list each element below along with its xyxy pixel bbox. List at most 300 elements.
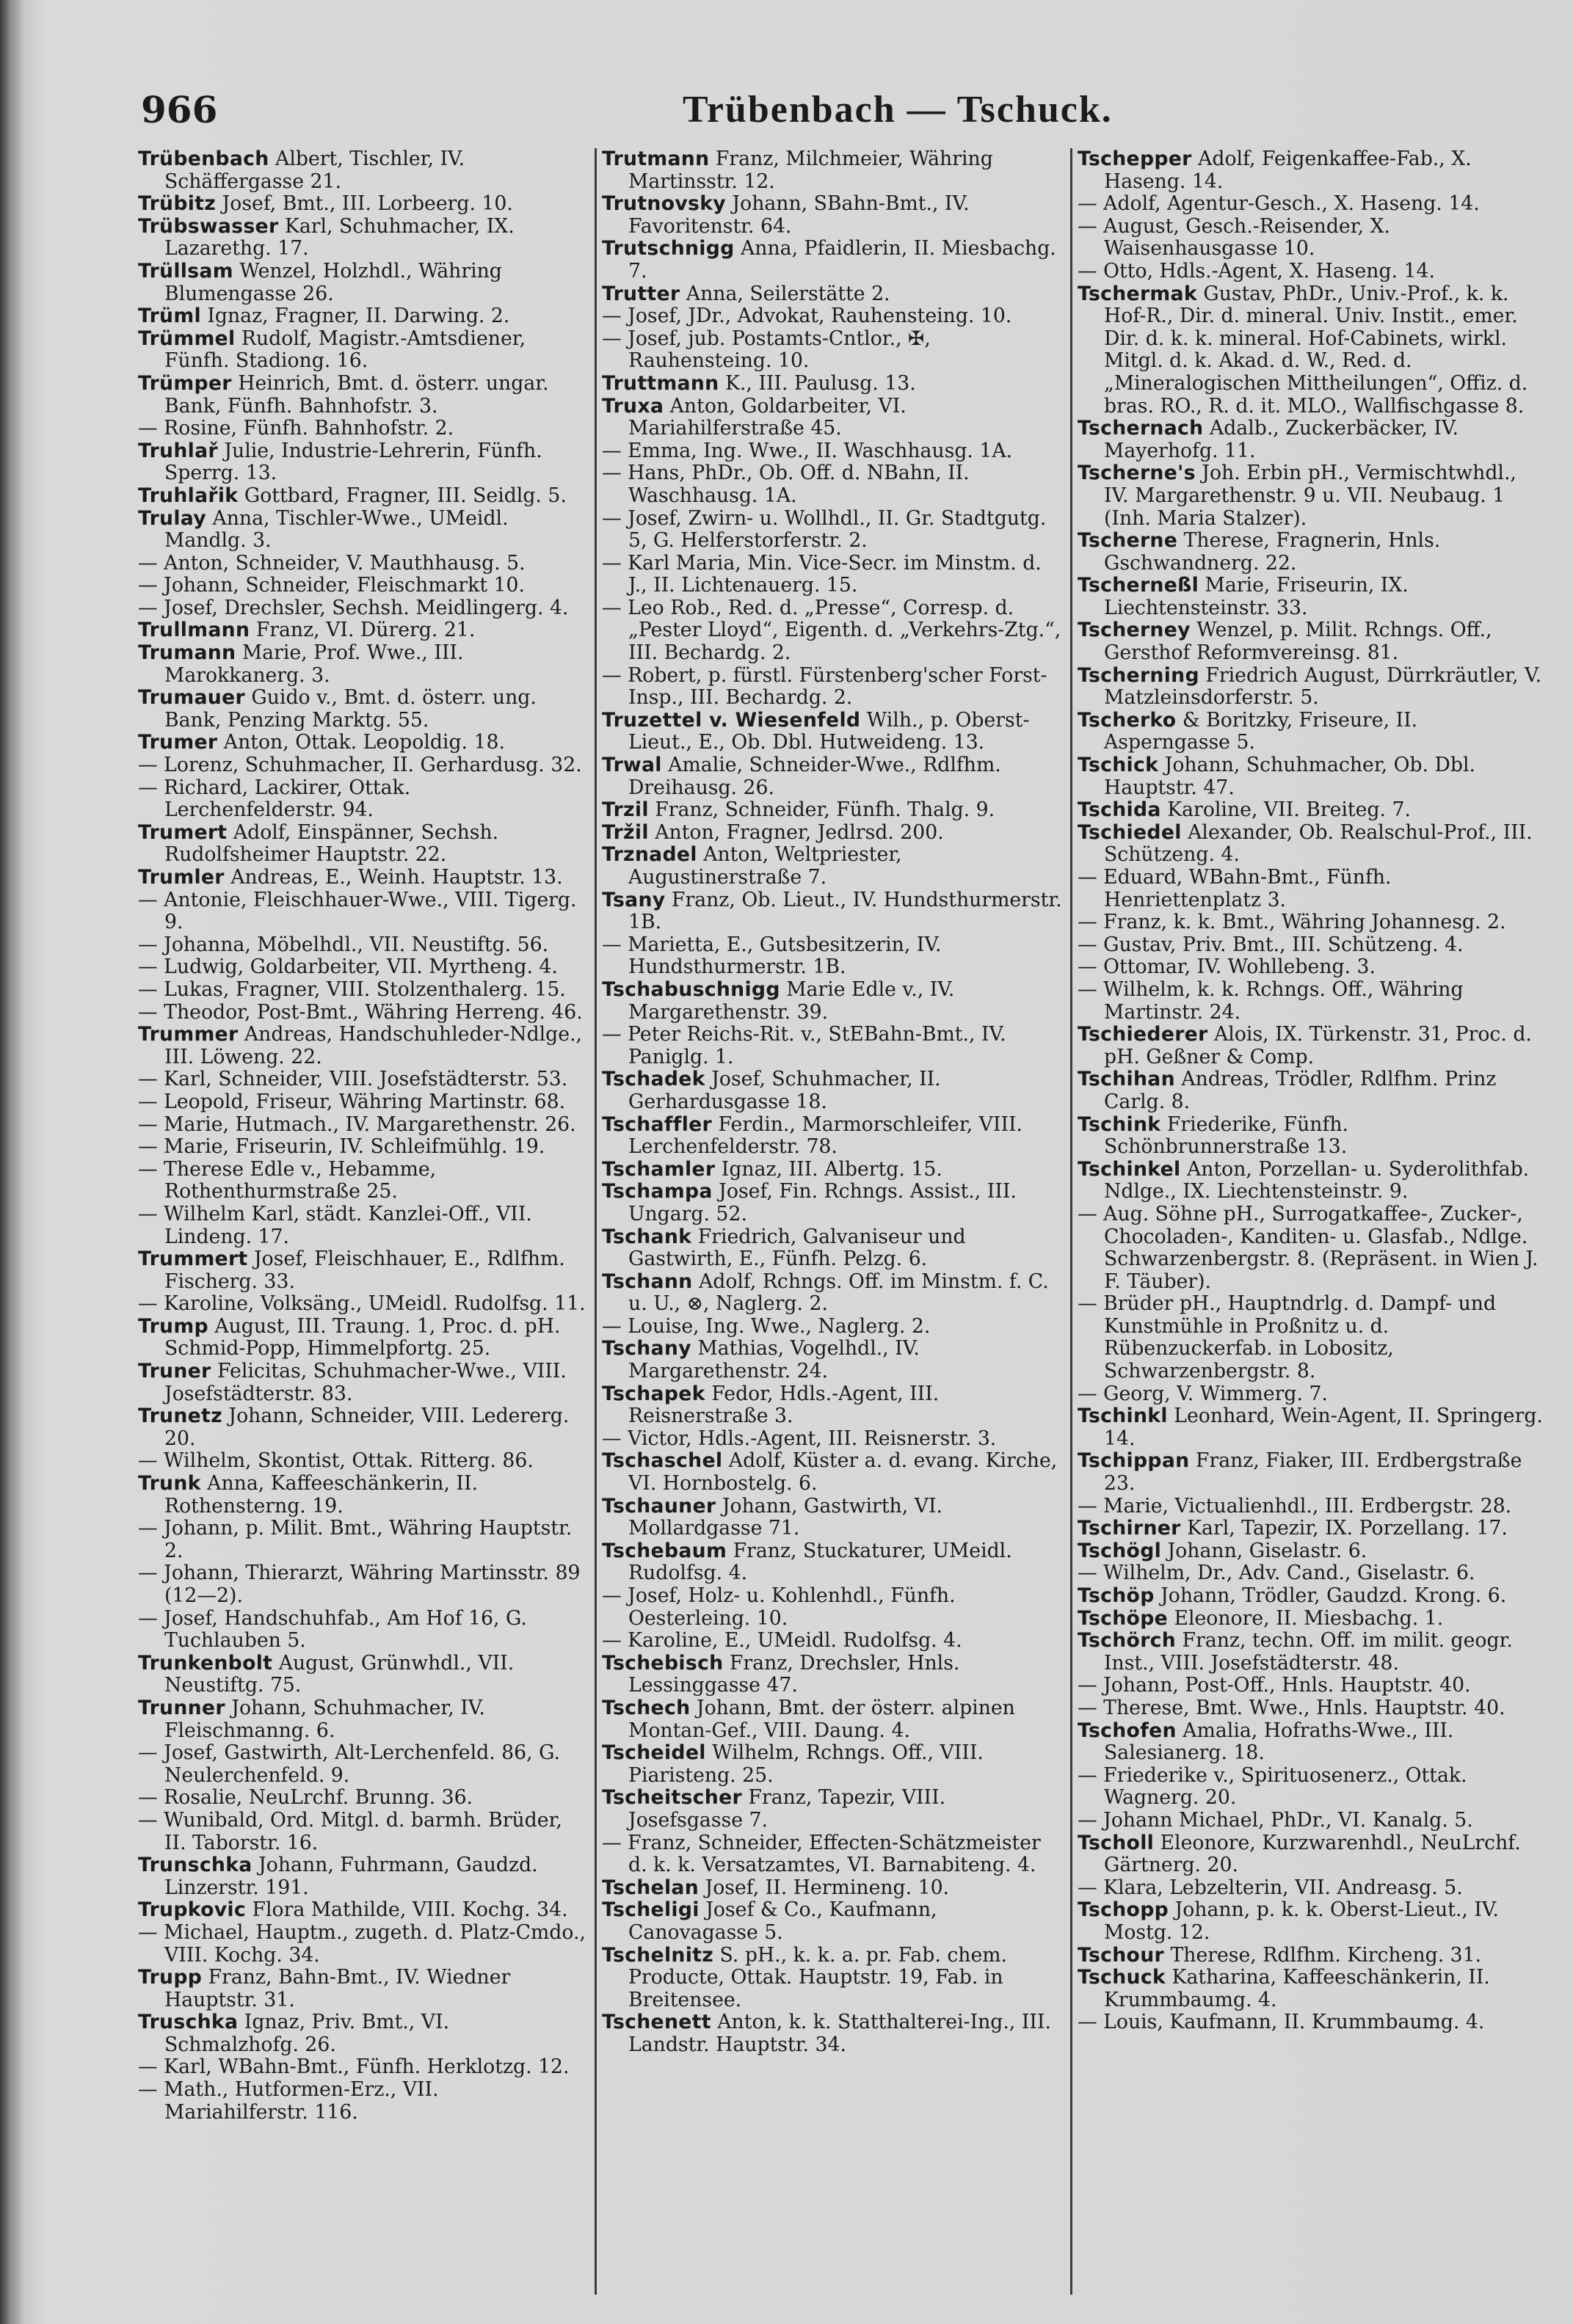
- entry-surname: Trüllsam: [138, 259, 233, 283]
- entry-details: — Karoline, Volksäng., UMeidl. Rudolfsg. 11.: [138, 1292, 586, 1316]
- entry-surname: Truxa: [602, 394, 664, 418]
- entry-details: — August, Gesch.-Reisender, X. Waisenhausgasse 10.: [1078, 214, 1390, 261]
- directory-entry: [602, 1316, 1064, 1338]
- entry-details: — Math., Hutformen-Erz., VII. Mariahilferstr. 116.: [138, 2078, 439, 2124]
- directory-entry: [138, 1899, 587, 1922]
- directory-entry: [1078, 530, 1544, 575]
- entry-details: — Marietta, E., Gutsbesitzerin, IV. Hundsthurmerstr. 1B.: [602, 933, 942, 979]
- entry-surname: Tschida: [1078, 798, 1161, 822]
- entry-details: Joh. Erbin pH., Vermischtwhdl., IV. Margarethenstr. 9 u. VII. Neubaug. 1 (Inh. Maria Stalzer).: [1104, 462, 1516, 530]
- directory-entry: [138, 934, 587, 957]
- directory-entry: [1078, 1630, 1544, 1675]
- directory-entry: [1078, 1765, 1544, 1810]
- directory-entry: [138, 1653, 587, 1697]
- entry-surname: Trübswasser: [138, 214, 279, 238]
- entry-details: Eleonore, Kurzwarenhdl., NeuLrchf. Gärtnerg. 20.: [1104, 1831, 1521, 1877]
- directory-entry: [602, 1181, 1064, 1225]
- entry-details: — Rosalie, NeuLrchf. Brunng. 36.: [138, 1786, 473, 1810]
- entry-surname: Truhlař: [138, 439, 218, 462]
- directory-entry: [1078, 1518, 1544, 1540]
- entry-surname: Truttmann: [602, 371, 719, 395]
- entry-surname: Tschebaum: [602, 1539, 727, 1562]
- entry-surname: Trümmel: [138, 327, 236, 350]
- entry-surname: Tschinkel: [1078, 1157, 1181, 1181]
- entry-details: Leonhard, Wein-Agent, II. Springerg. 14.: [1104, 1405, 1543, 1450]
- directory-entry: [138, 1114, 587, 1137]
- entry-surname: Tschink: [1078, 1112, 1161, 1136]
- directory-entry: [602, 1159, 1064, 1181]
- directory-entry: [602, 799, 1064, 822]
- entry-details: Anna, Seilerstätte 2.: [680, 282, 890, 305]
- directory-entry: [138, 553, 587, 575]
- entry-surname: Tschiederer: [1078, 1023, 1208, 1046]
- entry-surname: Truner: [138, 1360, 211, 1383]
- directory-entry: [602, 193, 1064, 238]
- directory-entry: [138, 777, 587, 822]
- entry-details: Josef, Fin. Rchngs. Assist., III. Ungarg. 52.: [628, 1180, 1017, 1225]
- directory-entry: [602, 1383, 1064, 1428]
- directory-entry: [602, 822, 1064, 845]
- directory-entry: [138, 1293, 587, 1316]
- directory-entry: [1078, 283, 1544, 418]
- entry-details: Anton, Weltpriester, Augustinerstraße 7.: [628, 843, 902, 889]
- directory-entry: [1078, 1810, 1544, 1832]
- directory-entry: [138, 867, 587, 889]
- directory-entry: [138, 193, 587, 216]
- entry-surname: Tschermak: [1078, 282, 1197, 305]
- directory-entry: [1078, 619, 1544, 664]
- directory-entry: [602, 597, 1064, 665]
- entry-details: — Therese, Bmt. Wwe., Hnls. Hauptstr. 40.: [1078, 1696, 1505, 1719]
- directory-entry: [138, 979, 587, 1002]
- entry-details: Ignaz, Priv. Bmt., VI. Schmalzhofg. 26.: [164, 2011, 450, 2056]
- directory-entry: [1078, 261, 1544, 283]
- directory-entry: [602, 1271, 1064, 1316]
- directory-entry: [138, 216, 587, 261]
- entry-details: Johann, Fuhrmann, Gaudzd. Linzerstr. 191.: [164, 1854, 538, 1899]
- entry-surname: Tschöp: [1078, 1584, 1155, 1607]
- entry-surname: Tschihan: [1078, 1068, 1175, 1091]
- directory-entry: [138, 373, 587, 418]
- entry-details: Anna, Tischler-Wwe., UMeidl. Mandlg. 3.: [164, 506, 509, 553]
- directory-entry: [602, 979, 1064, 1024]
- entry-details: Andreas, Trödler, Rdlfhm. Prinz Carlg. 8.: [1104, 1068, 1497, 1113]
- directory-entry: [138, 508, 587, 553]
- entry-details: — Leo Rob., Red. d. „Presse“, Corresp. d. „Pester Lloyd“, Eigenth. d. „Verkehrs-Ztg.“, III. Bechardg. 2.: [602, 596, 1061, 665]
- entry-details: Katharina, Kaffeeschänkerin, II. Krummbaumg. 4.: [1104, 1966, 1490, 2011]
- directory-entry: [138, 1787, 587, 1810]
- entry-details: Marie Edle v., IV. Margarethenstr. 39.: [628, 977, 955, 1024]
- directory-entry: [1078, 911, 1544, 934]
- entry-details: Gottbard, Fragner, III. Seidlg. 5.: [238, 484, 567, 507]
- entry-details: — Friederike v., Spirituosenerz., Ottak. Wagnerg. 20.: [1078, 1763, 1467, 1810]
- directory-entry: [602, 328, 1064, 373]
- directory-entry: [602, 373, 1064, 396]
- entry-details: — Johann, Post-Off., Hnls. Hauptstr. 40.: [1078, 1674, 1471, 1697]
- directory-entry: [602, 1540, 1064, 1585]
- entry-details: Anton, Fragner, Jedlrsd. 200.: [648, 820, 944, 844]
- entry-surname: Tscherney: [1078, 619, 1191, 642]
- entry-surname: Tschapek: [602, 1382, 705, 1405]
- entry-details: Julie, Industrie-Lehrerin, Fünfh. Sperrg. 13.: [164, 439, 542, 485]
- entry-surname: Trunetz: [138, 1405, 222, 1428]
- entry-details: — Georg, V. Wimmerg. 7.: [1078, 1382, 1328, 1405]
- entry-details: — Wunibald, Ord. Mitgl. d. barmh. Brüder, II. Taborstr. 16.: [138, 1808, 562, 1854]
- directory-entry: [1078, 1114, 1544, 1159]
- entry-details: Friedrich August, Dürrkräutler, V. Matzleinsdorferstr. 5.: [1104, 663, 1542, 710]
- directory-entry: [1078, 799, 1544, 822]
- directory-entry: [1078, 1832, 1544, 1877]
- entry-details: August, Grünwhdl., VII. Neustiftg. 75.: [164, 1651, 515, 1697]
- directory-entry: [138, 1159, 587, 1203]
- directory-entry: [138, 1854, 587, 1899]
- directory-entry: [1078, 1945, 1544, 1967]
- page-header: [139, 88, 1544, 139]
- directory-entry: [1078, 1877, 1544, 1900]
- entry-surname: Tscherko: [1078, 708, 1177, 732]
- entry-details: Franz, Drechsler, Hnls. Lessinggasse 47.: [628, 1651, 960, 1697]
- directory-entry: [602, 553, 1064, 597]
- entry-details: Alexander, Ob. Realschul-Prof., III. Schützeng. 4.: [1104, 820, 1533, 867]
- entry-surname: Trwal: [602, 754, 662, 777]
- entry-details: Heinrich, Bmt. d. österr. ungar. Bank, Fünfh. Bahnhofstr. 3.: [164, 371, 549, 418]
- entry-details: Franz, Milchmeier, Währing Martinsstr. 12.: [628, 148, 993, 193]
- directory-entry: [1078, 1450, 1544, 1495]
- entry-details: Adalb., Zuckerbäcker, IV. Mayerhofg. 11.: [1104, 417, 1458, 462]
- entry-details: — Johann, Schneider, Fleischmarkt 10.: [138, 574, 525, 597]
- directory-entry: [1078, 665, 1544, 710]
- directory-entry: [602, 1630, 1064, 1653]
- entry-surname: Trübenbach: [138, 148, 269, 170]
- entry-surname: Tschenett: [602, 2011, 711, 2034]
- entry-details: Josef, II. Hermineng. 10.: [699, 1876, 950, 1899]
- directory-entry: [138, 956, 587, 979]
- entry-details: Fedor, Hdls.-Agent, III. Reisnerstraße 3.: [628, 1382, 940, 1428]
- directory-entry: [138, 1518, 587, 1562]
- entry-surname: Truhlařik: [138, 484, 239, 507]
- directory-entry: [1078, 822, 1544, 867]
- column-divider: [595, 148, 597, 2295]
- entry-details: Ignaz, Fragner, II. Darwing. 2.: [200, 305, 510, 328]
- directory-entry: [602, 1877, 1064, 1900]
- entry-surname: Trunschka: [138, 1854, 253, 1877]
- directory-entry: [138, 305, 587, 328]
- entry-details: — Johann, p. Milit. Bmt., Währing Hauptstr. 2.: [138, 1517, 573, 1562]
- entry-details: — Josef, Zwirn- u. Wollhdl., II. Gr. Stadtgutg. 5, G. Helferstorferstr. 2.: [602, 506, 1047, 553]
- entry-details: — Robert, p. fürstl. Fürstenberg'scher Forst-Insp., III. Bechardg. 2.: [602, 663, 1047, 710]
- directory-entry: [602, 1945, 1064, 2012]
- entry-surname: Tschöpe: [1078, 1606, 1168, 1630]
- directory-entry: [138, 732, 587, 754]
- directory-entry: [1078, 1720, 1544, 1765]
- entry-details: — Rosine, Fünfh. Bahnhofstr. 2.: [138, 417, 454, 440]
- directory-entry: [138, 1608, 587, 1653]
- entry-details: Flora Mathilde, VIII. Kochg. 34.: [245, 1898, 568, 1922]
- directory-entry: [1078, 956, 1544, 979]
- directory-entry: [138, 1473, 587, 1518]
- entry-details: Adolf, Küster a. d. evang. Kirche, VI. Hornbostelg. 6.: [628, 1449, 1058, 1496]
- directory-entry: [138, 1405, 587, 1450]
- entry-details: Marie, Prof. Wwe., III. Marokkanerg. 3.: [164, 641, 464, 687]
- entry-surname: Tschauner: [602, 1494, 716, 1518]
- entry-details: Josef & Co., Kaufmann, Canovagasse 5.: [628, 1898, 937, 1944]
- directory-entry: [1078, 867, 1544, 911]
- directory-entry: [138, 1697, 587, 1742]
- directory-entry: [138, 575, 587, 597]
- directory-entry: [1078, 193, 1544, 216]
- entry-details: — Peter Reichs-Rit. v., StEBahn-Bmt., IV. Paniglg. 1.: [602, 1023, 1006, 1068]
- page-number: 966: [141, 88, 218, 131]
- entry-details: — Hans, PhDr., Ob. Off. d. NBahn, II. Waschhausg. 1A.: [602, 462, 970, 507]
- directory-entry: [1078, 754, 1544, 799]
- entry-details: Andreas, Handschuhleder-Ndlge., III. Löweng. 22.: [164, 1023, 583, 1068]
- directory-entry: [602, 1496, 1064, 1540]
- entry-details: Alois, IX. Türkenstr. 31, Proc. d. pH. Geßner & Comp.: [1104, 1023, 1532, 1068]
- directory-entry: [602, 1428, 1064, 1451]
- entry-details: — Klara, Lebzelterin, VII. Andreasg. 5.: [1078, 1876, 1463, 1899]
- directory-entry: [1078, 216, 1544, 261]
- entry-details: Franz, Tapezir, VIII. Josefsgasse 7.: [628, 1786, 946, 1832]
- entry-details: — Michael, Hauptm., zugeth. d. Platz-Cmdo., VIII. Kochg. 34.: [138, 1920, 586, 1967]
- entry-surname: Trumler: [138, 866, 225, 889]
- entry-surname: Tschirner: [1078, 1517, 1181, 1540]
- directory-entry: [1078, 1496, 1544, 1518]
- entry-surname: Trumauer: [138, 686, 245, 710]
- entry-details: Anton, Goldarbeiter, VI. Mariahilferstraße 45.: [628, 394, 907, 440]
- entry-details: — Richard, Lackirer, Ottak. Lerchenfelderstr. 94.: [138, 776, 411, 822]
- entry-details: — Karoline, E., UMeidl. Rudolfsg. 4.: [602, 1629, 962, 1653]
- entry-surname: Tschernach: [1078, 417, 1204, 440]
- entry-details: — Louis, Kaufmann, II. Krummbaumg. 4.: [1078, 2011, 1485, 2034]
- entry-surname: Tschadek: [602, 1068, 705, 1091]
- entry-details: — Josef, jub. Postamts-Cntlor., ✠, Rauhensteing. 10.: [602, 327, 931, 373]
- entry-details: Franz, Ob. Lieut., IV. Hundsthurmerstr. 1B.: [628, 888, 1062, 934]
- directory-entry: [138, 148, 587, 193]
- directory-entry: [1078, 1675, 1544, 1697]
- directory-entry: [138, 1967, 587, 2011]
- entry-surname: Tschepper: [1078, 148, 1192, 170]
- directory-entry: [138, 822, 587, 867]
- entry-surname: Tschippan: [1078, 1449, 1190, 1473]
- entry-surname: Trump: [138, 1314, 208, 1338]
- directory-entry: [602, 1024, 1064, 1068]
- entry-details: — Anton, Schneider, V. Mauthhausg. 5.: [138, 551, 526, 575]
- entry-details: Adolf, Feigenkaffee-Fab., X. Haseng. 14.: [1104, 148, 1472, 193]
- entry-details: — Otto, Hdls.-Agent, X. Haseng. 14.: [1078, 259, 1435, 283]
- entry-details: — Lorenz, Schuhmacher, II. Gerhardusg. 32.: [138, 754, 582, 777]
- directory-entry: [602, 1653, 1064, 1697]
- directory-entry: [602, 1585, 1064, 1630]
- directory-entry: [602, 305, 1064, 328]
- directory-entry: [1078, 1608, 1544, 1631]
- entry-details: — Josef, Handschuhfab., Am Hof 16, G. Tuchlauben 5.: [138, 1606, 527, 1653]
- directory-entry: [138, 1316, 587, 1360]
- entry-surname: Tschuck: [1078, 1966, 1166, 1989]
- directory-column-2: [602, 148, 1064, 2302]
- entry-details: Amalia, Hofraths-Wwe., III. Salesianerg. 18.: [1104, 1719, 1454, 1765]
- directory-entry: [602, 1697, 1064, 1742]
- directory-entry: [602, 1114, 1064, 1159]
- directory-entry: [1078, 1585, 1544, 1608]
- entry-surname: Trumert: [138, 820, 228, 844]
- entry-surname: Tscherne: [1078, 529, 1178, 553]
- entry-details: S. pH., k. k. a. pr. Fab. chem. Producte, Ottak. Hauptstr. 19, Fab. in Breitensee.: [628, 1943, 1008, 2011]
- directory-entry: [138, 485, 587, 508]
- directory-entry: [138, 1002, 587, 1024]
- directory-entry: [1078, 1024, 1544, 1068]
- directory-entry: [602, 1832, 1064, 1877]
- directory-entry: [1078, 1540, 1544, 1563]
- entry-surname: Tschann: [602, 1270, 693, 1293]
- directory-entry: [138, 2079, 587, 2124]
- entry-surname: Tschebisch: [602, 1651, 724, 1675]
- entry-surname: Truzettel v. Wiesenfeld: [602, 708, 861, 732]
- entry-surname: Tschany: [602, 1337, 691, 1360]
- directory-entry: [138, 1091, 587, 1114]
- entry-details: Andreas, E., Weinh. Hauptstr. 13.: [224, 866, 563, 889]
- directory-entry: [138, 1248, 587, 1293]
- entry-details: — Wilhelm, k. k. Rchngs. Off., Währing Martinstr. 24.: [1078, 977, 1464, 1024]
- entry-details: — Ludwig, Goldarbeiter, VII. Myrtheng. 4.: [138, 955, 558, 979]
- directory-entry: [138, 1203, 587, 1248]
- entry-details: Johann, Schneider, VIII. Ledererg. 20.: [164, 1405, 570, 1450]
- entry-details: Guido v., Bmt. d. österr. ung. Bank, Penzing Marktg. 55.: [164, 686, 537, 732]
- entry-details: & Boritzky, Friseure, II. Asperngasse 5.: [1104, 708, 1418, 754]
- entry-details: Marie, Friseurin, IX. Liechtensteinstr. 33.: [1104, 574, 1409, 619]
- entry-details: Johann, Schuhmacher, IV. Fleischmanng. 6.: [164, 1696, 485, 1742]
- entry-details: Wilhelm, Rchngs. Off., VIII. Piaristeng. 25.: [628, 1741, 984, 1787]
- entry-details: — Johanna, Möbelhdl., VII. Neustiftg. 56.: [138, 933, 549, 956]
- entry-details: Josef, Schuhmacher, II. Gerhardusgasse 18.: [628, 1068, 941, 1113]
- entry-details: Anton, k. k. Statthalterei-Ing., III. Landstr. Hauptstr. 34.: [628, 2011, 1051, 2056]
- entry-surname: Trumer: [138, 731, 218, 754]
- directory-entry: [138, 1068, 587, 1091]
- entry-details: Anton, Ottak. Leopoldig. 18.: [217, 731, 505, 754]
- directory-entry: [1078, 1697, 1544, 1720]
- entry-details: — Eduard, WBahn-Bmt., Fünfh. Henriettenplatz 3.: [1078, 866, 1392, 911]
- entry-details: Therese, Fragnerin, Hnls. Gschwandnerg. 22.: [1104, 529, 1441, 575]
- directory-entry: [138, 261, 587, 305]
- directory-entry: [138, 328, 587, 373]
- directory-entry: [602, 1450, 1064, 1495]
- entry-details: Adolf, Einspänner, Sechsh. Rudolfsheimer Hauptstr. 22.: [164, 820, 499, 867]
- entry-surname: Tschinkl: [1078, 1405, 1168, 1428]
- entry-surname: Trunk: [138, 1472, 201, 1496]
- entry-details: Johann, p. k. k. Oberst-Lieut., IV. Mostg. 12.: [1104, 1898, 1500, 1944]
- entry-details: — Louise, Ing. Wwe., Naglerg. 2.: [602, 1314, 931, 1338]
- directory-entry: [602, 934, 1064, 979]
- entry-details: — Marie, Hutmach., IV. Margarethenstr. 26.: [138, 1112, 576, 1136]
- directory-entry: [602, 148, 1064, 193]
- entry-details: Johann, SBahn-Bmt., IV. Favoritenstr. 64.: [628, 192, 970, 238]
- entry-surname: Tschopp: [1078, 1898, 1169, 1922]
- entry-details: — Victor, Hdls.-Agent, III. Reisnerstr. 3.: [602, 1427, 997, 1450]
- entry-surname: Tschabuschnigg: [602, 977, 780, 1001]
- entry-details: Karoline, VII. Breiteg. 7.: [1160, 798, 1411, 822]
- entry-details: Friederike, Fünfh. Schönbrunnerstraße 13.: [1104, 1112, 1348, 1159]
- entry-details: Albert, Tischler, IV. Schäffergasse 21.: [164, 148, 465, 193]
- directory-entry: [1078, 1293, 1544, 1383]
- entry-surname: Trummert: [138, 1247, 248, 1271]
- entry-details: Adolf, Rchngs. Off. im Minstm. f. C. u. U., ⊗, Naglerg. 2.: [628, 1270, 1049, 1316]
- directory-entry: [602, 1338, 1064, 1383]
- entry-details: — Lukas, Fragner, VIII. Stolzenthalerg. 15.: [138, 977, 566, 1001]
- directory-entry: [138, 1024, 587, 1068]
- column-divider: [1070, 148, 1072, 2295]
- entry-surname: Trunner: [138, 1696, 225, 1719]
- entry-surname: Trulay: [138, 506, 206, 530]
- entry-details: — Theodor, Post-Bmt., Währing Herreng. 46.: [138, 1000, 583, 1024]
- entry-details: — Franz, Schneider, Effecten-Schätzmeister d. k. k. Versatzamtes, VI. Barnabiteng. 4.: [602, 1831, 1041, 1877]
- directory-entry: [1078, 575, 1544, 619]
- entry-surname: Trutmann: [602, 148, 710, 170]
- entry-surname: Tržil: [602, 820, 649, 844]
- directory-entry: [602, 1899, 1064, 1944]
- entry-details: August, III. Traung. 1, Proc. d. pH. Schmid-Popp, Himmelpfortg. 25.: [164, 1314, 561, 1360]
- entry-surname: Tscheitscher: [602, 1786, 742, 1810]
- entry-details: Wenzel, Holzhdl., Währing Blumengasse 26.: [164, 259, 502, 305]
- entry-details: — Karl Maria, Min. Vice-Secr. im Minstm. d. J., II. Lichtenauerg. 15.: [602, 551, 1042, 597]
- directory-entry: [1078, 1562, 1544, 1585]
- entry-surname: Trupkovic: [138, 1898, 246, 1922]
- entry-details: — Brüder pH., Hauptndrlg. d. Dampf- und Kunstmühle in Proßnitz u. d. Rübenzuckerfab. in Lobositz, Schwarzenbergstr. 8.: [1078, 1292, 1497, 1383]
- entry-details: — Karl, WBahn-Bmt., Fünfh. Herklotzg. 12.: [138, 2055, 570, 2079]
- entry-surname: Trutschnigg: [602, 237, 735, 261]
- running-head: Trübenbach — Tschuck.: [683, 89, 1113, 131]
- entry-details: Johann, Bmt. der österr. alpinen Montan-Gef., VIII. Daung. 4.: [628, 1696, 1015, 1742]
- directory-entry: [138, 597, 587, 620]
- directory-entry: [138, 889, 587, 934]
- entry-details: — Leopold, Friseur, Währing Martinstr. 68.: [138, 1090, 566, 1113]
- directory-entry: [1078, 1383, 1544, 1406]
- directory-entry: [138, 1562, 587, 1607]
- entry-details: Wenzel, p. Milit. Rchngs. Off., Gersthof Reformvereinsg. 81.: [1104, 619, 1492, 665]
- entry-surname: Tscholl: [1078, 1831, 1155, 1854]
- directory-entry: [602, 889, 1064, 934]
- directory-entry: [138, 418, 587, 440]
- entry-details: — Wilhelm Karl, städt. Kanzlei-Off., VII. Lindeng. 17.: [138, 1202, 532, 1248]
- entry-details: Ferdin., Marmorschleifer, VIII. Lerchenfelderstr. 78.: [628, 1112, 1023, 1159]
- entry-details: Franz, Stuckaturer, UMeidl. Rudolfsg. 4.: [628, 1539, 1012, 1585]
- entry-details: Karl, Tapezir, IX. Porzellang. 17.: [1180, 1517, 1508, 1540]
- directory-entry: [602, 1226, 1064, 1271]
- entry-surname: Truschka: [138, 2011, 239, 2034]
- entry-surname: Trullmann: [138, 619, 250, 642]
- entry-details: Friedrich, Galvaniseur und Gastwirth, E., Fünfh. Pelzg. 6.: [628, 1225, 966, 1271]
- entry-surname: Trznadel: [602, 843, 697, 867]
- entry-details: — Johann Michael, PhDr., VI. Kanalg. 5.: [1078, 1808, 1473, 1832]
- directory-entry: [602, 665, 1064, 710]
- entry-details: — Adolf, Agentur-Gesch., X. Haseng. 14.: [1078, 192, 1480, 216]
- directory-entry: [602, 754, 1064, 799]
- entry-surname: Tscherne's: [1078, 462, 1196, 485]
- entry-details: Franz, techn. Off. im milit. geogr. Inst., VIII. Josefstädterstr. 48.: [1104, 1629, 1513, 1675]
- entry-details: Amalie, Schneider-Wwe., Rdlfhm. Dreihausg. 26.: [628, 754, 1001, 799]
- entry-details: — Emma, Ing. Wwe., II. Waschhausg. 1A.: [602, 439, 1013, 462]
- directory-entry: [602, 396, 1064, 440]
- entry-details: Wilh., p. Oberst-Lieut., E., Ob. Dbl. Hutweideng. 13.: [628, 708, 1030, 754]
- entry-details: — Therese Edle v., Hebamme, Rothenthurmstraße 25.: [138, 1157, 437, 1203]
- entry-details: Anton, Porzellan- u. Syderolithfab. Ndlge., IX. Liechtensteinstr. 9.: [1104, 1157, 1530, 1203]
- entry-details: — Ottomar, IV. Wohllebeng. 3.: [1078, 955, 1376, 979]
- directory-entry: [138, 440, 587, 485]
- entry-details: Franz, Schneider, Fünfh. Thalg. 9.: [648, 798, 995, 822]
- entry-details: — Gustav, Priv. Bmt., III. Schützeng. 4.: [1078, 933, 1464, 956]
- entry-surname: Tschour: [1078, 1943, 1164, 1967]
- entry-surname: Tschofen: [1078, 1719, 1177, 1742]
- entry-details: Felicitas, Schuhmacher-Wwe., VIII. Josefstädterstr. 83.: [164, 1360, 567, 1405]
- directory-entry: [1078, 418, 1544, 462]
